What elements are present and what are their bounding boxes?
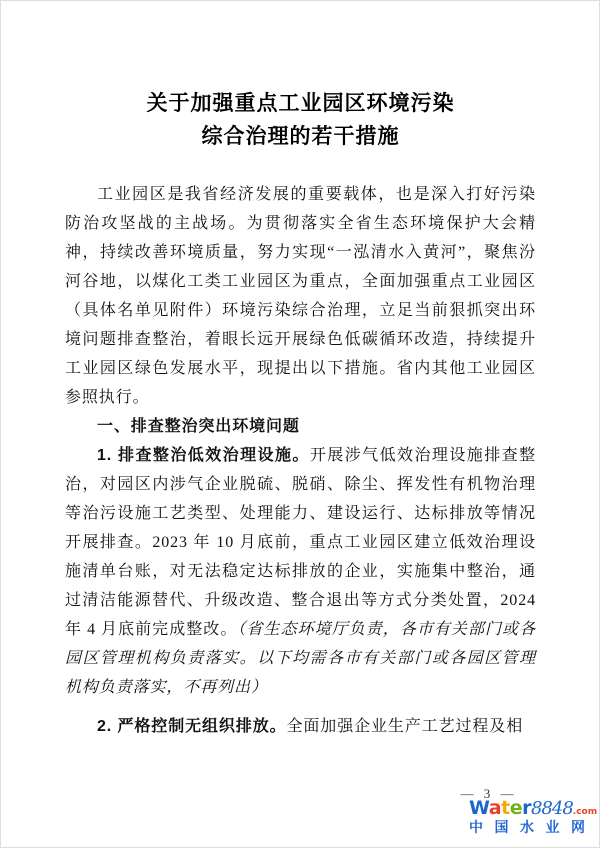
item-1-paragraph <box>65 441 536 702</box>
title-line-1: 关于加强重点工业园区环境污染 <box>146 91 455 115</box>
watermark-number-8848: 8848 <box>530 798 573 819</box>
section-1-heading: 一、排查整治突出环境问题 <box>97 418 300 435</box>
watermark-letter-e: e <box>509 797 523 819</box>
watermark-dotcom: .com <box>572 807 598 817</box>
watermark-logo <box>469 797 598 836</box>
document-title <box>65 87 536 153</box>
watermark-chinese-name: 中国水业网 <box>469 820 597 836</box>
item-1-responsibility-note: （省生态环境厅负责，各市有关部门或各园区管理机构负责落实。以下均需各市有关部门或各园区管理机构负责落实，不再列出） <box>65 621 536 696</box>
item-2-paragraph <box>65 712 536 741</box>
intro-paragraph: 工业园区是我省经济发展的重要载体，也是深入打好污染防治攻坚战的主战场。为贯彻落实全省生态环境保护大会精神，持续改善环境质量，努力实现“一泓清水入黄河”，聚焦汾河谷地，以煤化工类工业园区为重点，全面加强重点工业园区（具体名单见附件）环境污染综合治理，立足当前狠抓突出环境问题排查整治，着眼长远开展绿色低碳循环改造，持续提升工业园区绿色发展水平，现提出以下措施。省内其他工业园区参照执行。 <box>65 186 536 406</box>
page-number: — 3 — <box>460 786 514 801</box>
watermark-letter-a: a <box>488 797 502 819</box>
watermark-letter-r: r <box>522 797 531 819</box>
watermark-wordmark <box>469 797 598 819</box>
title-line-2: 综合治理的若干措施 <box>201 124 400 148</box>
watermark-letter-t: t <box>501 797 510 819</box>
watermark-letter-w: W <box>469 797 489 819</box>
item-2-body-text: 全面加强企业生产工艺过程及相 <box>286 718 524 735</box>
item-1-body-text: 开展涉气低效治理设施排查整治，对园区内涉气企业脱硫、脱硝、除尘、挥发性有机物治理等治污设施工艺类型、处理能力、建设运行、达标排放等情况开展排查。2023 年 10 月底前，重点工业园区建立低效治理设施清单台账，对无法稳定达标排放的企业，实施集中整治，通过清洁能源替代、升级改造、整合退出等方式分类处置，2024 年 4 月底前完成整改。 <box>65 447 536 638</box>
document-content <box>1 87 599 741</box>
item-2-lead: 2. 严格控制无组织排放。 <box>97 718 287 735</box>
item-1-lead: 1. 排查整治低效治理设施。 <box>97 447 310 464</box>
